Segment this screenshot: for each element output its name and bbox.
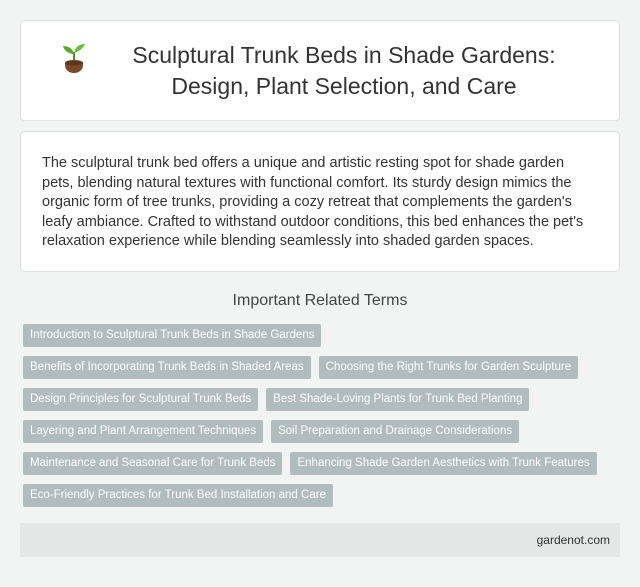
footer [20, 523, 620, 557]
tag-row [23, 324, 623, 347]
sprout-icon [61, 43, 87, 75]
tag-eco-friendly-practices[interactable]: Eco-Friendly Practices for Trunk Bed Installation and Care [23, 484, 333, 507]
tag-layering-arrangement[interactable]: Layering and Plant Arrangement Techniques [23, 420, 263, 443]
related-terms-heading: Important Related Terms [232, 292, 408, 309]
tag-row [23, 420, 623, 443]
title-card [20, 20, 620, 121]
tag-soil-drainage[interactable]: Soil Preparation and Drainage Considerations [271, 420, 519, 443]
tag-benefits-shaded-areas[interactable]: Benefits of Incorporating Trunk Beds in Shaded Areas [23, 356, 311, 379]
tag-intro-trunk-beds[interactable]: Introduction to Sculptural Trunk Beds in Shade Gardens [23, 324, 321, 347]
tag-row [23, 388, 623, 411]
tag-row [23, 356, 623, 379]
tag-shade-loving-plants[interactable]: Best Shade-Loving Plants for Trunk Bed Planting [266, 388, 529, 411]
tag-choosing-trunks[interactable]: Choosing the Right Trunks for Garden Sculpture [319, 356, 578, 379]
intro-card [20, 131, 620, 272]
related-terms-list [23, 324, 623, 516]
tag-maintenance-care[interactable]: Maintenance and Seasonal Care for Trunk Beds [23, 452, 282, 475]
intro-paragraph: The sculptural trunk bed offers a unique and artistic resting spot for shade garden pets, blending natural textures with functional comfort. Its sturdy design mimics the organic form of tree trunks, providing a cozy retreat that complements the garden's leafy ambiance. Crafted to withstand outdoor conditions, this bed enhances the pet's relaxation experience while blending seamlessly into shaded garden spaces. [42, 155, 584, 249]
tag-row [23, 452, 623, 475]
site-link[interactable]: gardenot.com [536, 533, 610, 547]
title-row [21, 21, 619, 120]
tag-enhancing-aesthetics[interactable]: Enhancing Shade Garden Aesthetics with Trunk Features [290, 452, 596, 475]
tag-row [23, 484, 623, 507]
page-title: Sculptural Trunk Beds in Shade Gardens: Design, Plant Selection, and Care [132, 41, 556, 99]
tag-design-principles[interactable]: Design Principles for Sculptural Trunk Beds [23, 388, 258, 411]
